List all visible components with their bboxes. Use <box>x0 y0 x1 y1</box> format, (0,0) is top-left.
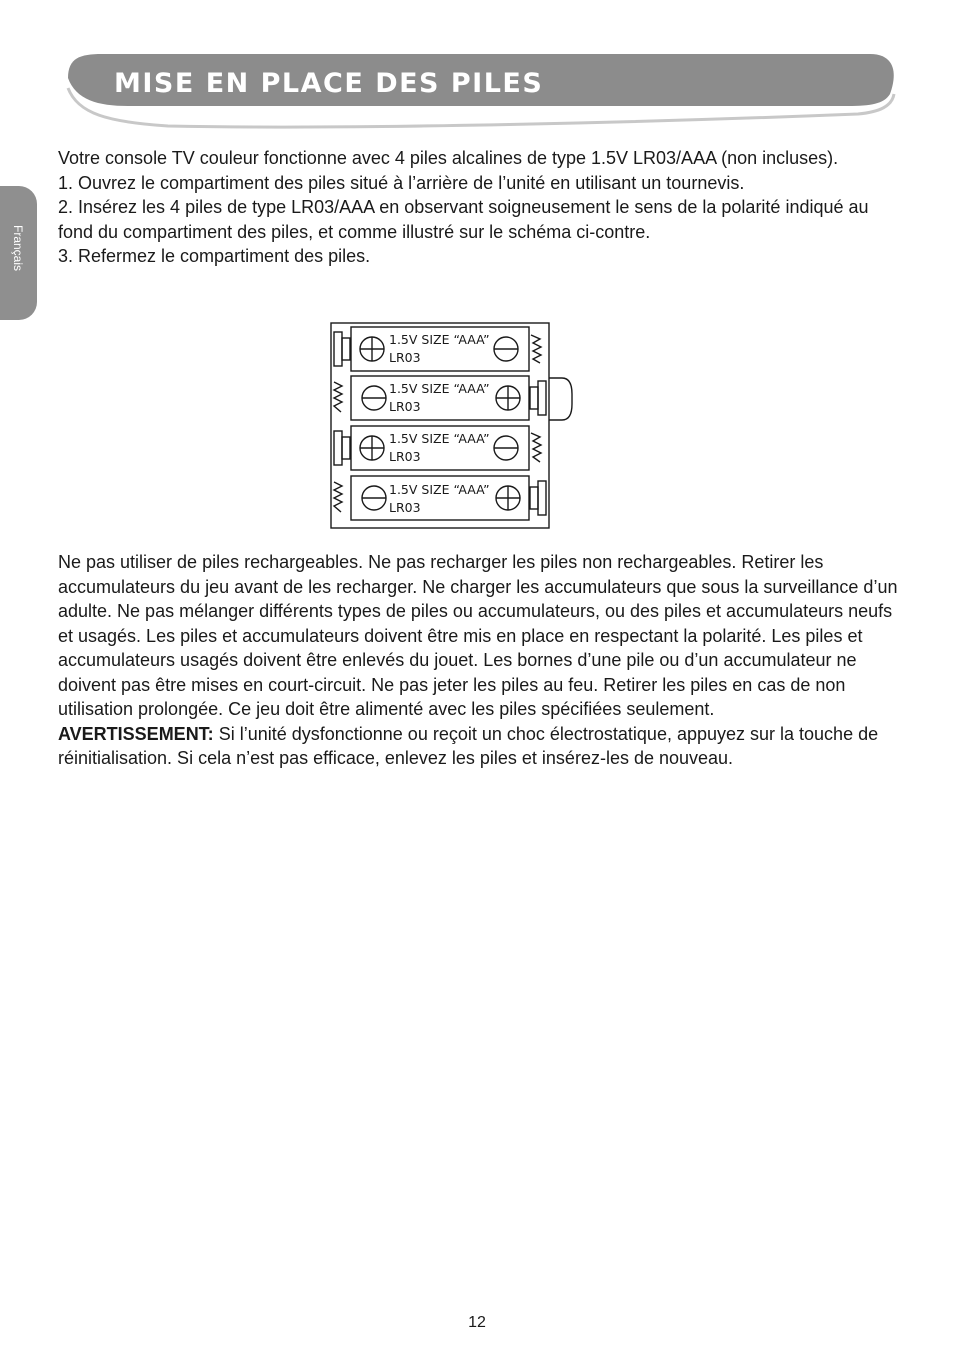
warning-paragraph <box>58 722 900 771</box>
page-title: MISE EN PLACE DES PILES <box>114 68 544 99</box>
cell-type-label: LR03 <box>389 350 421 365</box>
step-3: 3. Refermez le compartiment des piles. <box>58 246 371 266</box>
battery-cell-3-label <box>389 430 490 466</box>
battery-cell-1-label <box>389 331 490 367</box>
section-header-banner <box>58 48 900 134</box>
intro-line: Votre console TV couleur fonctionne avec 4 piles alcalines de type 1.5V LR03/AAA (non incluses). <box>58 148 839 168</box>
battery-cell-2-label <box>389 380 490 416</box>
page-number: 12 <box>468 1314 486 1331</box>
cell-size-label: 1.5V SIZE “AAA” <box>389 332 490 347</box>
warning-label: AVERTISSEMENT: <box>58 723 214 744</box>
language-tab-label: Français <box>11 224 25 272</box>
cell-size-label: 1.5V SIZE “AAA” <box>389 381 490 396</box>
step-1: 1. Ouvrez le compartiment des piles situé à l’arrière de l’unité en utilisant un tournevis. <box>58 172 745 193</box>
warning-text: Si l’unité dysfonctionne ou reçoit un choc électrostatique, appuyez sur la touche de réinitialisation. Si cela n’est pas efficace, enlevez les piles et insérez-les de nouveau. <box>58 723 879 768</box>
cell-size-label: 1.5V SIZE “AAA” <box>389 482 490 497</box>
cell-size-label: 1.5V SIZE “AAA” <box>389 431 490 446</box>
battery-cell-4-label <box>389 481 490 517</box>
battery-compartment-diagram <box>328 320 576 532</box>
cell-type-label: LR03 <box>389 449 421 464</box>
step-2: 2. Insérez les 4 piles de type LR03/AAA en observant soigneusement le sens de la polarité indiqué au fond du compartiment des piles, et comme illustré sur le schéma ci-contre. <box>58 197 869 242</box>
language-side-tab <box>0 186 37 320</box>
cell-type-label: LR03 <box>389 500 421 515</box>
battery-safety-notice <box>58 550 900 771</box>
safety-paragraph: Ne pas utiliser de piles rechargeables. Ne pas recharger les piles non rechargeables. Retirer les accumulateurs du jeu avant de les recharger. Ne charger les accumulateurs que sous la surveillance d’un adulte. Ne pas mélanger différents types de piles ou accumulateurs, ou des piles et accumulateurs neufs et usagés. Les piles et accumulateurs doivent être mis en place en respectant la polarité. Les piles et accumulateurs usagés doivent être enlevés du jouet. Les bornes d’une pile ou d’un accumulateur ne doivent pas être mises en court-circuit. Ne pas jeter les piles au feu. Retirer les piles en cas de non utilisation prolongée. Ce jeu doit être alimenté avec les piles spécifiées seulement. <box>58 552 898 719</box>
installation-instructions <box>58 146 900 269</box>
cell-type-label: LR03 <box>389 399 421 414</box>
